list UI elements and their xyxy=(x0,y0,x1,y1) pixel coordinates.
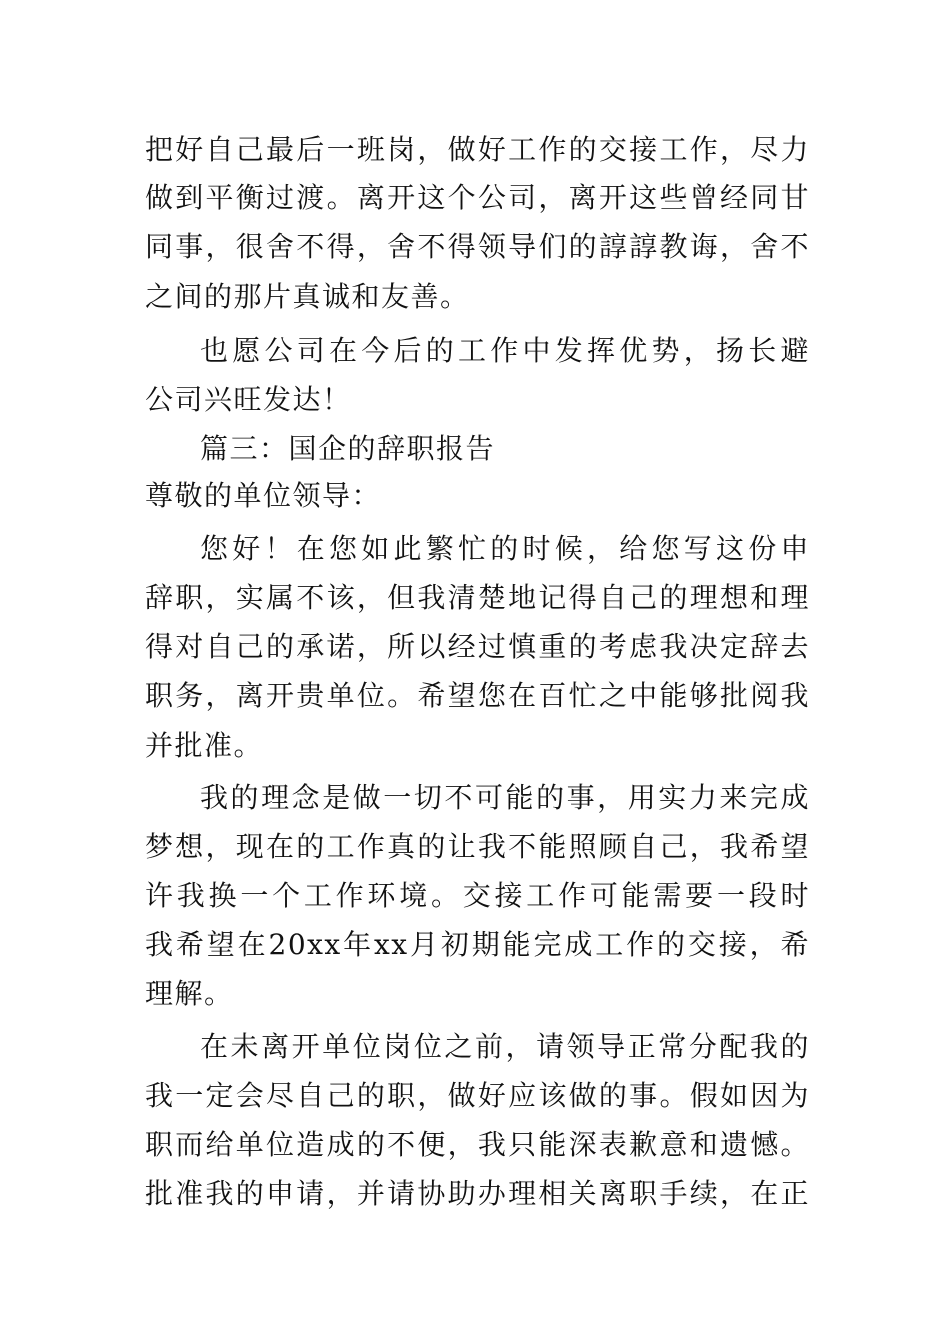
text-line: 我一定会尽自己的职，做好应该做的事。假如因为 xyxy=(145,1079,810,1112)
salutation: 尊敬的单位领导： xyxy=(145,479,382,512)
text-line: 许我换一个工作环境。交接工作可能需要一段时 xyxy=(145,879,810,912)
text-line: 把好自己最后一班岗，做好工作的交接工作，尽力 xyxy=(145,133,810,166)
text-line: 辞职，实属不该，但我清楚地记得自己的理想和理 xyxy=(145,581,810,614)
text-line: 梦想，现在的工作真的让我不能照顾自己，我希望 xyxy=(145,830,810,863)
text-line: 批准我的申请，并请协助办理相关离职手续，在正 xyxy=(145,1177,810,1210)
text-line: 之间的那片真诚和友善。 xyxy=(145,280,470,313)
section-heading: 篇三：国企的辞职报告 xyxy=(200,432,496,465)
text-line: 做到平衡过渡。离开这个公司，离开这些曾经同甘 xyxy=(145,181,810,214)
text-line: 公司兴旺发达！ xyxy=(145,383,352,416)
text-line: 同事，很舍不得，舍不得领导们的諄諄教诲，舍不 xyxy=(145,230,810,263)
text-line: 得对自己的承诺，所以经过慎重的考虑我决定辞去 xyxy=(145,630,810,663)
text-line: 在未离开单位岗位之前，请领导正常分配我的 xyxy=(200,1030,810,1063)
text-line: 并批准。 xyxy=(145,729,264,762)
text-line: 您好！在您如此繁忙的时候，给您写这份申 xyxy=(200,532,810,565)
text-line: 理解。 xyxy=(145,977,234,1010)
text-line: 我希望在20xx年xx月初期能完成工作的交接，希 xyxy=(145,928,810,961)
text-line: 也愿公司在今后的工作中发挥优势，扬长避 xyxy=(200,334,810,367)
text-line: 职务，离开贵单位。希望您在百忙之中能够批阅我 xyxy=(145,679,810,712)
text-line: 我的理念是做一切不可能的事，用实力来完成 xyxy=(200,781,810,814)
text-line: 职而给单位造成的不便，我只能深表歉意和遗憾。 xyxy=(145,1128,810,1161)
